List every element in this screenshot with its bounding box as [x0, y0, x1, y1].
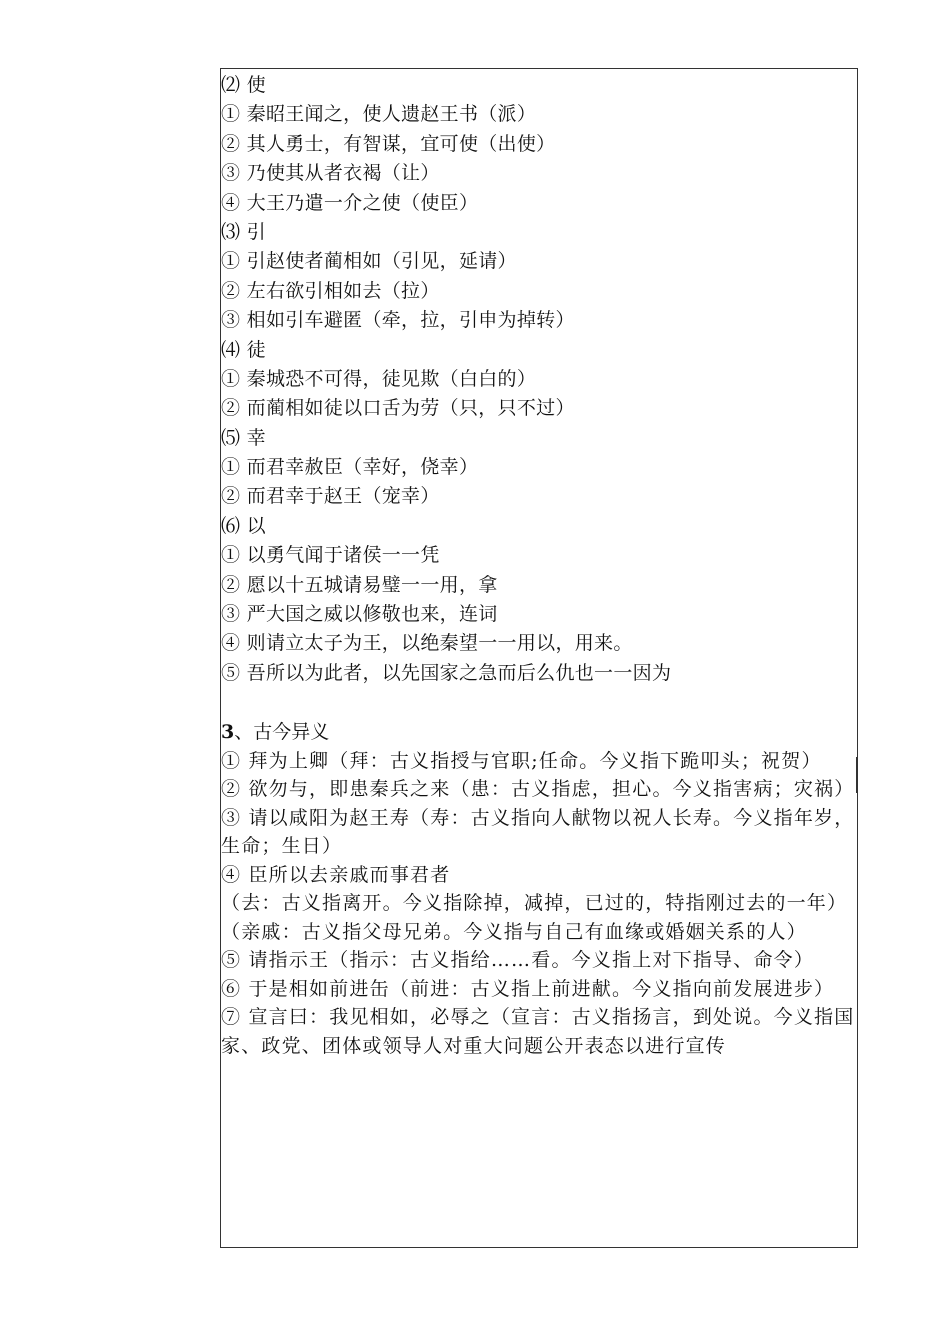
meaning-item: （亲戚：古义指父母兄弟。今义指与自己有血缘或婚姻关系的人） — [221, 920, 807, 943]
meaning-item: ⑦ 宣言曰：我见相如，必辱之（宣言：古义指扬言，到处说。今义指国家、政党、团体或领导人对重大问题公开表态以进行宣传 — [221, 1006, 855, 1057]
meaning-item: ④ 臣所以去亲戚而事君者 — [221, 863, 451, 886]
meaning-item: （去：古义指离开。今义指除掉，减掉，已过的，特指刚过去的一年） — [221, 892, 848, 915]
word-group-title: ⑸ 幸 — [221, 426, 266, 449]
word-usage-item: ② 而君幸于赵王（宠幸） — [221, 485, 440, 508]
word-usage-item: ⑤ 吾所以为此者，以先国家之急而后么仇也一一因为 — [221, 661, 672, 684]
word-usage-item: ③ 严大国之威以修敬也来，连词 — [221, 603, 498, 626]
word-group-title: ⑷ 徒 — [221, 338, 266, 361]
word-group-title: ⑶ 引 — [221, 220, 266, 243]
word-usage-item: ② 左右欲引相如去（拉） — [221, 279, 440, 302]
word-usage-item: ① 引赵使者蔺相如（引见，延请） — [221, 250, 517, 273]
word-usage-item: ④ 则请立太子为王，以绝秦望一一用以，用来。 — [221, 632, 633, 655]
section-3-heading — [221, 718, 855, 747]
word-usage-item: ① 而君幸赦臣（幸好，侥幸） — [221, 456, 479, 479]
meaning-item: ② 欲勿与，即患秦兵之来（患：古义指虑，担心。今义指害病；灾祸） — [221, 778, 855, 801]
section-3-title: 、古今异义 — [234, 720, 330, 743]
word-usage-item: ② 而蔺相如徒以口舌为劳（只，只不过） — [221, 397, 575, 420]
word-usage-item: ④ 大王乃遣一介之使（使臣） — [221, 191, 479, 214]
word-usage-item: ① 以勇气闻于诸侯一一凭 — [221, 544, 440, 567]
section-ancient-modern-meanings — [221, 747, 855, 1061]
section-word-meanings — [221, 71, 855, 688]
meaning-item: ⑤ 请指示王（指示：古义指给……看。今义指上对下指导、命令） — [221, 949, 815, 972]
document-body — [221, 71, 855, 1060]
section-3-number: 3 — [221, 720, 235, 743]
word-usage-item: ① 秦昭王闻之，使人遗赵王书（派） — [221, 103, 537, 126]
word-usage-item: ① 秦城恐不可得，徒见欺（白白的） — [221, 367, 537, 390]
word-group-title: ⑹ 以 — [221, 514, 266, 537]
word-usage-item: ③ 乃使其从者衣褐（让） — [221, 162, 440, 185]
word-usage-item: ② 愿以十五城请易璧一一用，拿 — [221, 573, 498, 596]
word-usage-item: ② 其人勇士，有智谋，宜可使（出使） — [221, 132, 556, 155]
meaning-item: ① 拜为上卿（拜：古义指授与官职;任命。今义指下跪叩头；祝贺） — [221, 749, 822, 772]
blank-line — [221, 688, 855, 717]
meaning-item: ⑥ 于是相如前进缶（前进：古义指上前进献。今义指向前发展进步） — [221, 977, 835, 1000]
word-group-title: ⑵ 使 — [221, 74, 266, 96]
frame-edge-mark — [856, 757, 858, 793]
word-usage-item: ③ 相如引车避匿（牵，拉，引申为掉转） — [221, 309, 575, 332]
meaning-item: ③ 请以咸阳为赵王寿（寿：古义指向人献物以祝人长寿。今义指年岁，生命；生日） — [221, 806, 855, 858]
